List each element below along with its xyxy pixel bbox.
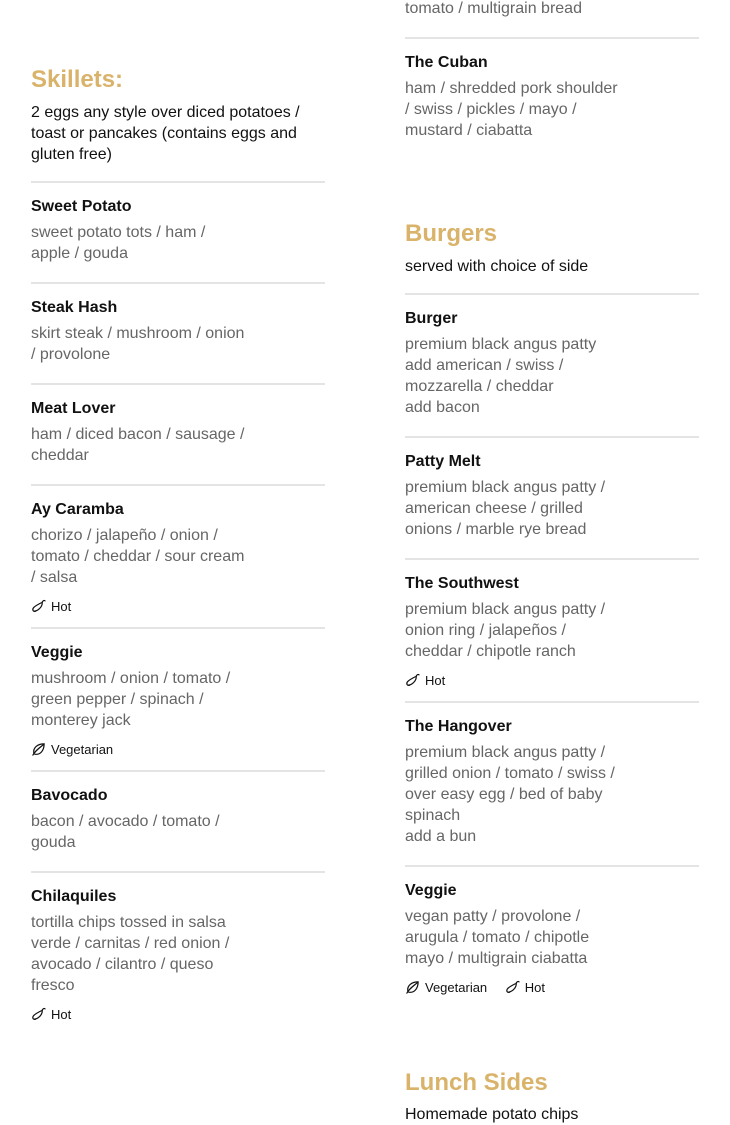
item-name: Steak Hash [31, 299, 118, 316]
pepper-icon [31, 599, 46, 614]
item-tags [31, 741, 325, 759]
item-description: ham / shredded pork shoulder / swiss / pickles / mayo / mustard / ciabatta [405, 80, 618, 139]
menu-item-the-hangover [405, 717, 699, 847]
divider [31, 770, 325, 772]
item-description: skirt steak / mushroom / onion / provolone [31, 325, 245, 363]
menu-item-the-southwest [405, 574, 699, 690]
item-description: mushroom / onion / tomato / green pepper / spinach / monterey jack [31, 670, 231, 729]
tag-label: Hot [425, 673, 446, 688]
menu-item-burger [405, 309, 699, 418]
tag-vegetarian [31, 741, 113, 759]
item-tags [405, 672, 699, 690]
menu-item-meat-lover [31, 399, 325, 466]
menu-item-bavocado [31, 786, 325, 853]
menu-item-veggie-burger [405, 881, 699, 997]
item-name: Bavocado [31, 787, 108, 804]
divider [405, 865, 699, 867]
section-title-burgers: Burgers [405, 220, 498, 247]
item-description: premium black angus patty / grilled onion / tomato / swiss / over easy egg / bed of baby spinach add a bun [405, 744, 615, 845]
item-description: ham / diced bacon / sausage / cheddar [31, 426, 245, 464]
item-description: sweet potato tots / ham / apple / gouda [31, 224, 206, 262]
section-description-burgers: served with choice of side [405, 258, 589, 275]
item-description: premium black angus patty / american cheese / grilled onions / marble rye bread [405, 479, 606, 538]
item-name: Veggie [31, 644, 83, 661]
item-name: Chilaquiles [31, 888, 117, 905]
menu-item-ay-caramba [31, 500, 325, 616]
divider [405, 701, 699, 703]
item-name: The Hangover [405, 718, 512, 735]
tag-label: Hot [51, 1007, 72, 1022]
item-description: tomato / multigrain bread [405, 0, 582, 17]
tag-label: Hot [524, 980, 546, 995]
item-description: tortilla chips tossed in salsa verde / carnitas / red onion / avocado / cilantro / queso fresco [31, 914, 230, 994]
divider [31, 383, 325, 385]
divider [405, 293, 699, 295]
tag-hot [505, 979, 545, 997]
item-description: bacon / avocado / tomato / gouda [31, 813, 220, 851]
menu-item-patty-melt [405, 452, 699, 540]
item-description: premium black angus patty / onion ring / jalapeños / cheddar / chipotle ranch [405, 601, 606, 660]
item-name: Patty Melt [405, 453, 481, 470]
tag-vegetarian [405, 979, 487, 997]
item-tags [31, 1006, 325, 1024]
tag-hot [31, 598, 71, 616]
tag-hot [405, 672, 445, 690]
item-description: premium black angus patty add american / swiss / mozzarella / cheddar add bacon [405, 336, 597, 416]
leaf-icon [405, 980, 420, 995]
menu-item-sweet-potato [31, 197, 325, 264]
tag-label: Vegetarian [51, 742, 114, 757]
divider [31, 282, 325, 284]
item-description: vegan patty / provolone / arugula / tomato / chipotle mayo / multigrain ciabatta [405, 908, 590, 967]
item-name: Veggie [405, 882, 457, 899]
menu-item-the-cuban [405, 53, 699, 141]
divider [405, 436, 699, 438]
tag-label: Hot [51, 599, 72, 614]
menu-item-partial [405, 0, 699, 19]
pepper-icon [405, 673, 420, 688]
item-name: Ay Caramba [31, 501, 124, 518]
tag-label: Vegetarian [425, 980, 488, 995]
leaf-icon [31, 742, 46, 757]
item-name: Burger [405, 310, 458, 327]
section-title-skillets: Skillets: [31, 66, 124, 93]
tag-hot [31, 1006, 71, 1024]
section-description-skillets: 2 eggs any style over diced potatoes / toast or pancakes (contains eggs and gluten free) [31, 104, 300, 163]
section-description-lunch-sides: Homemade potato chips [405, 1106, 579, 1123]
pepper-icon [31, 1007, 46, 1022]
item-description: chorizo / jalapeño / onion / tomato / cheddar / sour cream / salsa [31, 527, 245, 586]
menu-item-chilaquiles [31, 887, 325, 1024]
pepper-icon [505, 980, 520, 995]
section-title-lunch-sides: Lunch Sides [405, 1069, 548, 1096]
item-tags [405, 979, 699, 997]
divider [405, 558, 699, 560]
item-name: Sweet Potato [31, 198, 132, 215]
item-name: The Cuban [405, 54, 488, 71]
divider [31, 627, 325, 629]
item-name: Meat Lover [31, 400, 116, 417]
menu-item-veggie [31, 643, 325, 759]
divider [31, 871, 325, 873]
divider [31, 484, 325, 486]
item-name: The Southwest [405, 575, 519, 592]
menu-item-steak-hash [31, 298, 325, 365]
divider [405, 37, 699, 39]
divider [31, 181, 325, 183]
item-tags [31, 598, 325, 616]
